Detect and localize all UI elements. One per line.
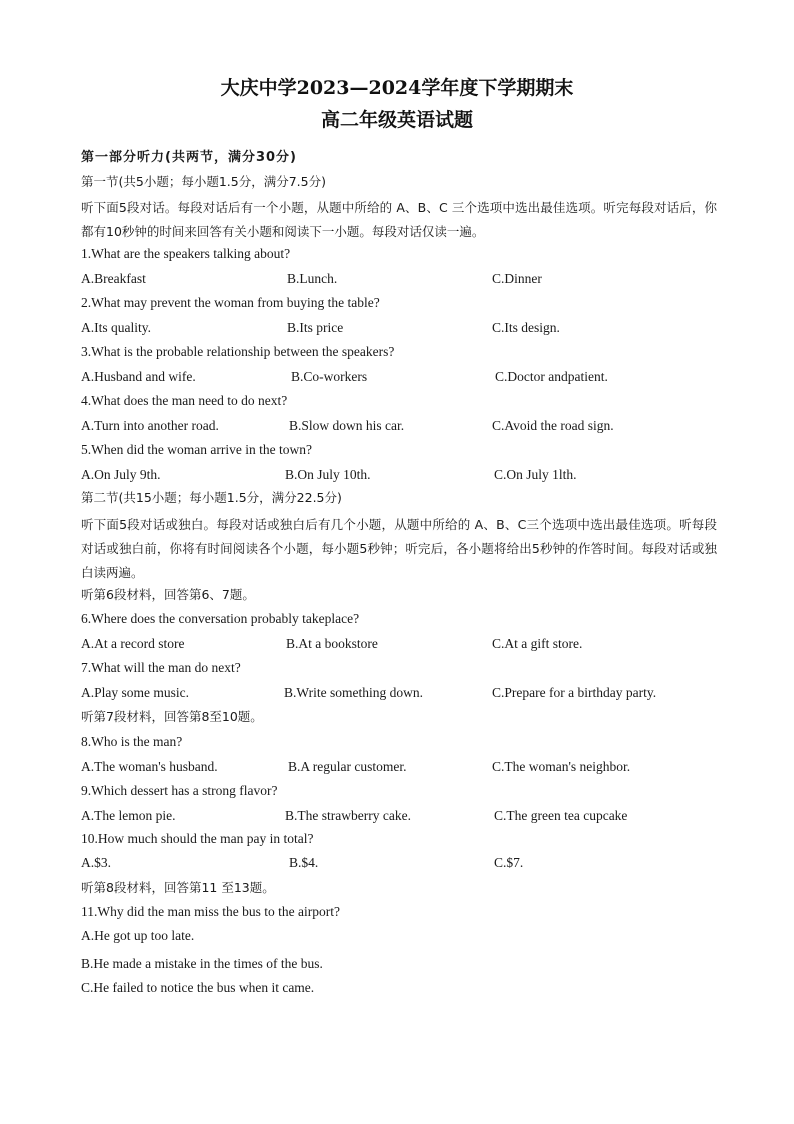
part1-heading: 第一部分听力(共两节，满分30分) — [81, 150, 297, 165]
question-8: 8.Who is the man? — [81, 734, 183, 749]
q6-option-c: C.At a gift store. — [492, 636, 583, 651]
section2-heading: 第二节(共15小题；每小题1.5分，满分22.5分) — [81, 490, 342, 505]
q11-option-c: C.He failed to notice the bus when it came. — [81, 980, 315, 995]
material-8-note: 听第8段材料，回答第11 至13题。 — [81, 880, 275, 895]
q8-option-b: B.A regular customer. — [288, 759, 407, 774]
q1-option-b: B.Lunch. — [287, 271, 338, 286]
q9-option-b: B.The strawberry cake. — [285, 808, 411, 823]
q4-option-b: B.Slow down his car. — [289, 418, 405, 433]
question-5: 5.When did the woman arrive in the town? — [81, 442, 312, 457]
section1-heading: 第一节(共5小题；每小题1.5分，满分7.5分) — [81, 174, 326, 189]
q11-option-b: B.He made a mistake in the times of the bus. — [81, 956, 323, 971]
q2-option-c: C.Its design. — [492, 320, 560, 335]
question-2: 2.What may prevent the woman from buying the table? — [81, 295, 380, 310]
question-9: 9.Which dessert has a strong flavor? — [81, 783, 278, 798]
q7-option-b: B.Write something down. — [284, 685, 423, 700]
q9-option-a: A.The lemon pie. — [81, 808, 176, 823]
question-10: 10.How much should the man pay in total? — [81, 831, 314, 846]
q6-option-b: B.At a bookstore — [286, 636, 378, 651]
question-11: 11.Why did the man miss the bus to the airport? — [81, 904, 340, 919]
section1-instructions: 听下面5段对话。每段对话后有一个小题，从题中所给的 A、B、C 三个选项中选出最佳选项。听完每段对话后，你都有10秒钟的时间来回答有关小题和阅读下一小题。每段对话仅读一遍。 — [81, 200, 717, 239]
section2-instructions: 听下面5段对话或独白。每段对话或独白后有几个小题，从题中所给的 A、B、C三个选项中选出最佳选项。听每段对话或独白前，你将有时间阅读各个小题，每小题5秒钟；听完后，各小题将给出5秒钟的作答时间。每段对话或独白读两遍。 — [81, 517, 717, 580]
material-6-note: 听第6段材料，回答第6、7题。 — [81, 587, 255, 602]
q10-option-b: B.$4. — [289, 855, 319, 870]
q5-option-c: C.On July 1lth. — [494, 467, 577, 482]
q8-option-a: A.The woman's husband. — [81, 759, 218, 774]
exam-subtitle: 高二年级英语试题 — [320, 109, 473, 131]
q5-option-a: A.On July 9th. — [81, 467, 161, 482]
q8-option-c: C.The woman's neighbor. — [492, 759, 631, 774]
question-3: 3.What is the probable relationship between the speakers? — [81, 344, 395, 359]
q11-option-a: A.He got up too late. — [81, 928, 195, 943]
q3-option-b: B.Co-workers — [291, 369, 368, 384]
material-7-note: 听第7段材料，回答第8至10题。 — [81, 709, 263, 724]
exam-title: 大庆中学2023—2024学年度下学期期末 — [220, 77, 574, 99]
question-4: 4.What does the man need to do next? — [81, 393, 288, 408]
q7-option-a: A.Play some music. — [81, 685, 189, 700]
question-6: 6.Where does the conversation probably takeplace? — [81, 611, 360, 626]
question-1: 1.What are the speakers talking about? — [81, 246, 291, 261]
q2-option-a: A.Its quality. — [81, 320, 151, 335]
q6-option-a: A.At a record store — [81, 636, 185, 651]
q10-option-c: C.$7. — [494, 855, 524, 870]
q5-option-b: B.On July 10th. — [285, 467, 371, 482]
question-7: 7.What will the man do next? — [81, 660, 241, 675]
q4-option-c: C.Avoid the road sign. — [492, 418, 614, 433]
q3-option-a: A.Husband and wife. — [81, 369, 196, 384]
q10-option-a: A.$3. — [81, 855, 111, 870]
q1-option-a: A.Breakfast — [81, 271, 146, 286]
q2-option-b: B.Its price — [287, 320, 344, 335]
q1-option-c: C.Dinner — [492, 271, 542, 286]
q3-option-c: C.Doctor andpatient. — [495, 369, 608, 384]
q7-option-c: C.Prepare for a birthday party. — [492, 685, 657, 700]
q4-option-a: A.Turn into another road. — [81, 418, 219, 433]
q9-option-c: C.The green tea cupcake — [494, 808, 628, 823]
